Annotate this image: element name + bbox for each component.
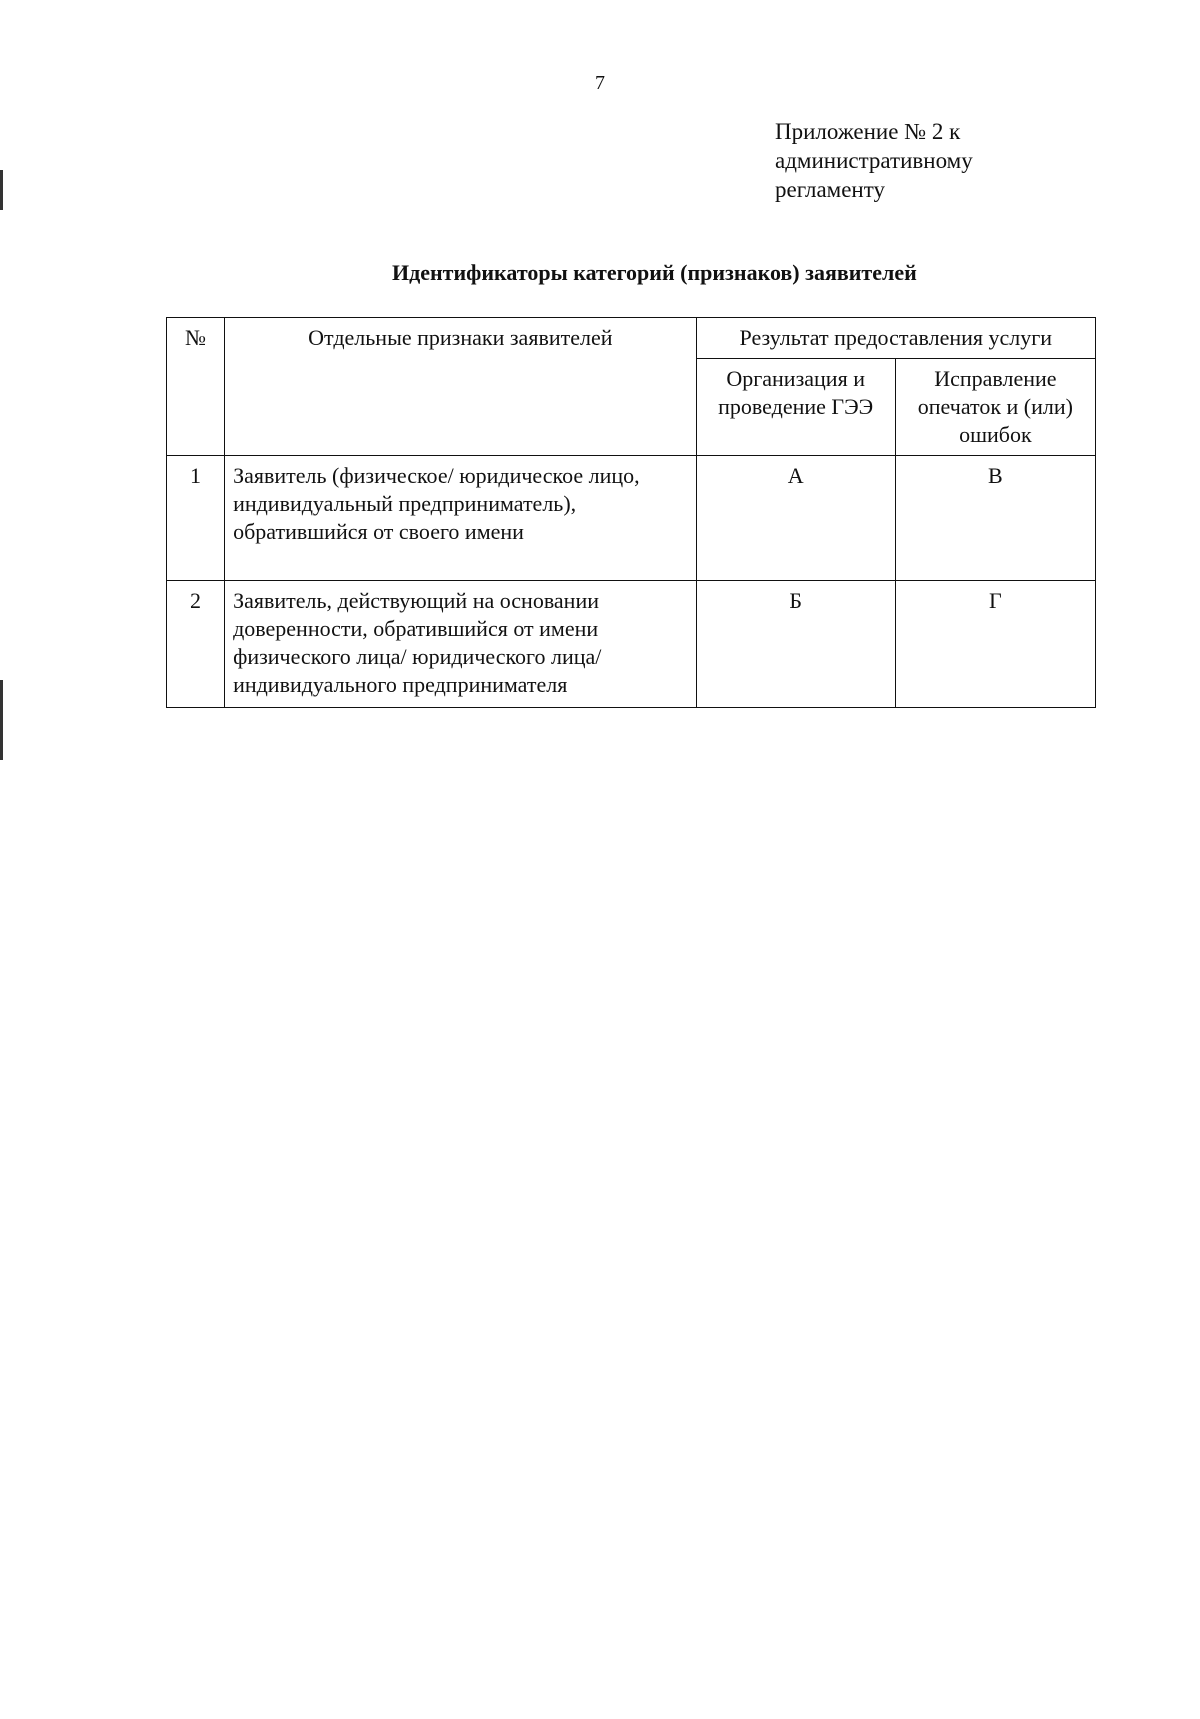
header-result-corrections: Исправление опечаток и (или) ошибок [895, 359, 1095, 456]
scan-edge-mark [0, 170, 3, 210]
appendix-note [775, 117, 1075, 204]
row-number: 2 [167, 581, 225, 708]
appendix-line: административному [775, 148, 973, 173]
header-number: № [167, 318, 225, 456]
header-result: Результат предоставления услуги [696, 318, 1095, 359]
document-title: Идентификаторы категорий (признаков) заявителей [392, 260, 917, 285]
row-number: 1 [167, 456, 225, 581]
table-row [167, 581, 1096, 708]
row-features: Заявитель (физическое/ юридическое лицо, индивидуальный предприниматель), обратившийся от своего имени [225, 456, 697, 581]
row-result-corrections: Г [895, 581, 1095, 708]
appendix-line: регламенту [775, 177, 885, 202]
applicant-categories-table [166, 317, 1096, 708]
row-result-examination: А [696, 456, 895, 581]
row-result-examination: Б [696, 581, 895, 708]
row-result-corrections: В [895, 456, 1095, 581]
header-result-examination: Организация и проведение ГЭЭ [696, 359, 895, 456]
table-header-row [167, 318, 1096, 359]
table-row [167, 456, 1096, 581]
scan-edge-mark [0, 680, 3, 760]
page-number: 7 [595, 72, 605, 94]
header-features: Отдельные признаки заявителей [225, 318, 697, 456]
appendix-line: Приложение № 2 к [775, 119, 961, 144]
row-features: Заявитель, действующий на основании доверенности, обратившийся от имени физического лица/ юридического лица/ индивидуального предпринимателя [225, 581, 697, 708]
